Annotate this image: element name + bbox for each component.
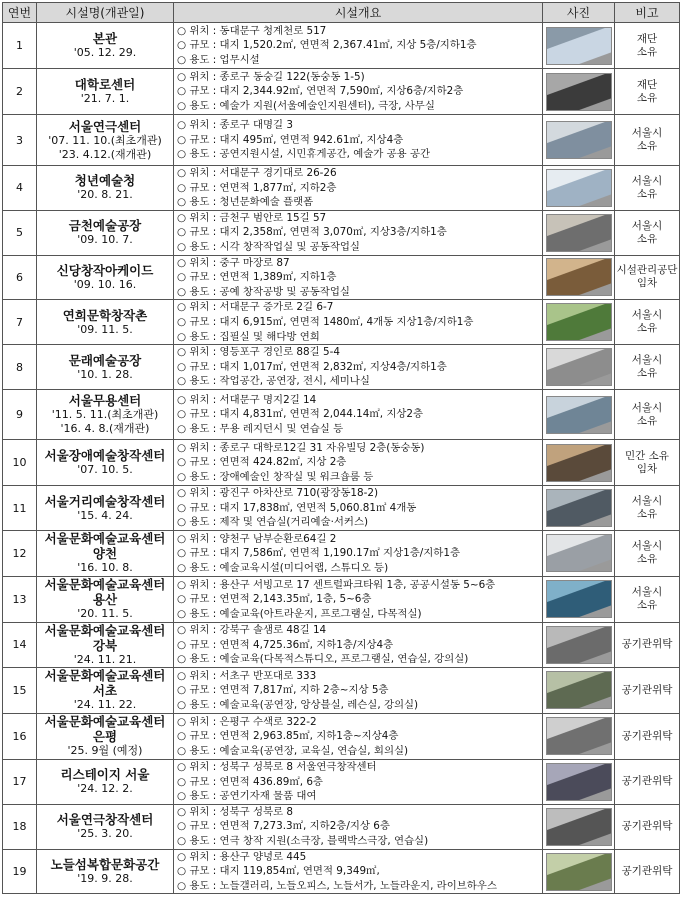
photo-cell — [543, 23, 615, 69]
photo-cell — [543, 390, 615, 440]
facility-name-cell — [37, 849, 174, 894]
opening-date: '25. 9월 (예정) — [67, 744, 143, 758]
facility-name: 연희문학창작촌 — [62, 307, 148, 323]
facility-name-cell — [37, 759, 174, 804]
overview-line: ○ 규모 : 연면적 424.82㎡, 지상 2층 — [177, 456, 347, 469]
row-number: 8 — [3, 345, 37, 390]
remarks: 시설관리공단 임차 — [615, 255, 680, 300]
overview-line: ○ 위치 : 강북구 솔샘로 48길 14 — [177, 624, 327, 637]
opening-date: '07. 11. 10.(최초개관) — [48, 133, 162, 147]
overview-line: ○ 용도 : 공연지원시설, 시민휴게공간, 예술가 공용 공간 — [177, 148, 431, 161]
opening-date: '05. 12. 29. — [73, 46, 137, 59]
opening-date: '24. 11. 21. — [73, 652, 137, 666]
overview-line: ○ 용도 : 공연기자재 물품 대여 — [177, 790, 317, 803]
overview-line: ○ 위치 : 영등포구 경인로 88길 5-4 — [177, 346, 340, 359]
facility-name-cell — [37, 530, 174, 576]
seocho-photo — [546, 671, 612, 709]
remarks: 공기관위탁 — [615, 849, 680, 894]
facility-name: 서울문화예술교육센터 서초 — [44, 668, 166, 699]
overview-line: ○ 위치 : 중구 마장로 87 — [177, 256, 290, 269]
overview-line: ○ 위치 : 종로구 대명길 3 — [177, 119, 293, 132]
photo-cell — [543, 667, 615, 713]
table-row — [3, 622, 680, 667]
overview-line: ○ 규모 : 대지 495㎡, 연면적 942.61㎡, 지상4층 — [177, 133, 404, 146]
table-row — [3, 849, 680, 894]
nodeul-photo — [546, 853, 612, 891]
facility-name-cell — [37, 390, 174, 440]
facility-overview — [174, 300, 543, 345]
overview-line: ○ 용도 : 예술교육시설(미디어랩, 스튜디오 등) — [177, 561, 389, 574]
facility-overview — [174, 255, 543, 300]
opening-date: '24. 11. 22. — [73, 698, 137, 712]
row-number: 11 — [3, 486, 37, 531]
overview-line: ○ 위치 : 종로구 동숭길 122(동숭동 1-5) — [177, 70, 365, 83]
table-row — [3, 115, 680, 166]
photo-cell — [543, 576, 615, 622]
header-row — [3, 3, 680, 23]
facility-name-cell — [37, 300, 174, 345]
header-note: 비고 — [615, 3, 680, 23]
row-number: 3 — [3, 115, 37, 166]
remarks: 공기관위탁 — [615, 667, 680, 713]
remarks: 공기관위탁 — [615, 713, 680, 759]
facility-overview — [174, 576, 543, 622]
remarks: 서울시 소유 — [615, 530, 680, 576]
overview-line: ○ 규모 : 대지 2,358㎡, 연면적 3,070㎡, 지상3층/지하1층 — [177, 226, 447, 239]
facility-name: 서울문화예술교육센터 은평 — [44, 714, 166, 745]
row-number: 7 — [3, 300, 37, 345]
table-row — [3, 300, 680, 345]
facility-name: 문래예술공장 — [68, 352, 142, 368]
overview-line: ○ 규모 : 연면적 4,725.36㎡, 지하1층/지상4층 — [177, 638, 394, 651]
facility-overview — [174, 115, 543, 166]
facility-name-cell — [37, 713, 174, 759]
overview-line: ○ 용도 : 예술교육(공연장, 교육실, 연습실, 회의실) — [177, 744, 409, 757]
table-row — [3, 667, 680, 713]
facility-overview — [174, 530, 543, 576]
table-row — [3, 759, 680, 804]
row-number: 12 — [3, 530, 37, 576]
overview-line: ○ 위치 : 용산구 양녕로 445 — [177, 850, 307, 863]
overview-line: ○ 용도 : 무용 레지던시 및 연습실 등 — [177, 422, 344, 435]
overview-line: ○ 용도 : 예술가 지원(서울예술인지원센터), 극장, 사무실 — [177, 99, 435, 112]
photo-cell — [543, 804, 615, 849]
overview-line: ○ 규모 : 대지 17,838㎡, 연면적 5,060.81㎡ 4개동 — [177, 501, 417, 514]
row-number: 9 — [3, 390, 37, 440]
table-row — [3, 713, 680, 759]
sindang-photo — [546, 258, 612, 296]
overview-line: ○ 위치 : 서대문구 명지2길 14 — [177, 393, 317, 406]
facility-overview — [174, 23, 543, 69]
facility-name: 서울장애예술창작센터 — [44, 448, 166, 464]
photo-cell — [543, 713, 615, 759]
overview-line: ○ 위치 : 종로구 대학로12길 31 자유빌딩 2층(동숭동) — [177, 441, 425, 454]
overview-line: ○ 규모 : 연면적 1,389㎡, 지하1층 — [177, 271, 337, 284]
overview-line: ○ 규모 : 대지 6,915㎡, 연면적 1480㎡, 4개동 지상1층/지하1층 — [177, 315, 474, 328]
facility-name-cell — [37, 255, 174, 300]
overview-line: ○ 위치 : 용산구 서빙고로 17 센트럴파크타워 1층, 공공시설동 5~6층 — [177, 578, 496, 591]
overview-line: ○ 위치 : 서초구 반포대로 333 — [177, 669, 317, 682]
photo-cell — [543, 759, 615, 804]
geumcheon-photo — [546, 214, 612, 252]
facility-name-cell — [37, 486, 174, 531]
overview-line: ○ 용도 : 업무시설 — [177, 53, 260, 66]
overview-line: ○ 위치 : 금천구 범안로 15길 57 — [177, 211, 327, 224]
facility-overview — [174, 804, 543, 849]
overview-line: ○ 위치 : 동대문구 청계천로 517 — [177, 24, 327, 37]
office-building-photo — [546, 27, 612, 65]
table-row — [3, 576, 680, 622]
overview-line: ○ 위치 : 서대문구 증가로 2길 6-7 — [177, 301, 334, 314]
facility-name: 청년예술청 — [74, 173, 136, 189]
yongsan-photo — [546, 580, 612, 618]
overview-line: ○ 규모 : 대지 7,586㎡, 연면적 1,190.17㎡ 지상1층/지하1층 — [177, 547, 460, 560]
opening-date: '09. 10. 16. — [73, 277, 137, 291]
table-row — [3, 345, 680, 390]
facility-name-cell — [37, 576, 174, 622]
remarks: 서울시 소유 — [615, 115, 680, 166]
header-desc: 시설개요 — [174, 3, 543, 23]
remarks: 서울시 소유 — [615, 300, 680, 345]
overview-line: ○ 용도 : 예술교육(다목적스튜디오, 프로그램실, 연습실, 강의실) — [177, 653, 469, 666]
row-number: 10 — [3, 440, 37, 486]
opening-date: '20. 8. 21. — [77, 188, 133, 202]
table-row — [3, 210, 680, 255]
facility-overview — [174, 759, 543, 804]
remarks: 서울시 소유 — [615, 210, 680, 255]
facility-name: 금천예술공장 — [68, 218, 142, 234]
facility-name: 서울무용센터 — [68, 393, 142, 409]
overview-line: ○ 규모 : 대지 4,831㎡, 연면적 2,044.14㎡, 지상2층 — [177, 408, 424, 421]
overview-line: ○ 규모 : 연면적 2,143.35㎡, 1층, 5~6층 — [177, 593, 372, 606]
overview-line: ○ 규모 : 대지 2,344.92㎡, 연면적 7,590㎡, 지상6층/지하2층 — [177, 85, 464, 98]
photo-cell — [543, 440, 615, 486]
header-name: 시설명(개관일) — [37, 3, 174, 23]
overview-line: ○ 규모 : 연면적 2,963.85㎡, 지하1층~지상4층 — [177, 730, 399, 743]
row-number: 13 — [3, 576, 37, 622]
facility-name-cell — [37, 667, 174, 713]
remarks: 서울시 소유 — [615, 486, 680, 531]
facility-overview — [174, 345, 543, 390]
facility-name-cell — [37, 804, 174, 849]
disability-arts-photo — [546, 444, 612, 482]
facility-name-cell — [37, 210, 174, 255]
remarks: 재단 소유 — [615, 69, 680, 115]
row-number: 1 — [3, 23, 37, 69]
facility-name-cell — [37, 115, 174, 166]
overview-line: ○ 규모 : 연면적 436.89㎡, 6층 — [177, 775, 323, 788]
table-row — [3, 23, 680, 69]
table-row — [3, 390, 680, 440]
overview-line: ○ 위치 : 광진구 아차산로 710(광장동18-2) — [177, 487, 379, 500]
opening-date: '09. 11. 5. — [77, 322, 133, 336]
overview-line: ○ 용도 : 제작 및 연습실(거리예술·서커스) — [177, 516, 369, 529]
opening-date: '19. 9. 28. — [77, 872, 133, 886]
opening-date: '16. 4. 8.(재개관) — [60, 422, 150, 436]
overview-line: ○ 용도 : 집필실 및 해다방 연희 — [177, 330, 320, 343]
facility-overview — [174, 713, 543, 759]
facility-name-cell — [37, 345, 174, 390]
overview-line: ○ 규모 : 대지 1,017㎡, 연면적 2,832㎡, 지상4층/지하1층 — [177, 360, 447, 373]
overview-line: ○ 위치 : 서대문구 경기대로 26-26 — [177, 167, 337, 179]
facility-name: 서울연극센터 — [68, 118, 142, 134]
overview-line: ○ 용도 : 예술교육(공연장, 앙상블실, 레슨실, 강의실) — [177, 698, 419, 711]
facility-overview — [174, 69, 543, 115]
street-arts-photo — [546, 489, 612, 527]
facility-overview — [174, 210, 543, 255]
facility-name: 신당창작아케이드 — [56, 262, 154, 278]
opening-date: '07. 10. 5. — [77, 463, 133, 477]
remarks: 공기관위탁 — [615, 622, 680, 667]
photo-cell — [543, 849, 615, 894]
opening-date: '23. 4.12.(재개관) — [58, 147, 152, 161]
photo-cell — [543, 69, 615, 115]
row-number: 16 — [3, 713, 37, 759]
opening-date: '15. 4. 24. — [77, 508, 133, 522]
daehakro-center-photo — [546, 73, 612, 111]
facility-name: 서울문화예술교육센터 용산 — [44, 577, 166, 608]
row-number: 6 — [3, 255, 37, 300]
facility-overview — [174, 486, 543, 531]
row-number: 2 — [3, 69, 37, 115]
overview-line: ○ 위치 : 성북구 성북로 8 서울연극창작센터 — [177, 760, 377, 773]
overview-line: ○ 용도 : 연극 창작 지원(소극장, 블랙박스극장, 연습실) — [177, 834, 429, 847]
facility-name: 본관 — [92, 31, 118, 46]
table-row — [3, 166, 680, 211]
photo-cell — [543, 300, 615, 345]
yeonhui-photo — [546, 303, 612, 341]
table-row — [3, 804, 680, 849]
row-number: 5 — [3, 210, 37, 255]
facility-name-cell — [37, 440, 174, 486]
facility-name: 대학로센터 — [74, 77, 136, 92]
header-no: 연번 — [3, 3, 37, 23]
table-row — [3, 69, 680, 115]
photo-cell — [543, 166, 615, 211]
table-row — [3, 440, 680, 486]
theater-creation-photo — [546, 808, 612, 846]
overview-line: ○ 용도 : 시각 창작작업실 및 공동작업실 — [177, 240, 360, 253]
facility-name-cell — [37, 69, 174, 115]
opening-date: '09. 10. 7. — [77, 233, 133, 247]
opening-date: '10. 1. 28. — [77, 367, 133, 381]
table-row — [3, 255, 680, 300]
facility-name: 서울문화예술교육센터 양천 — [44, 531, 166, 562]
overview-line: ○ 용도 : 예술교육(아트라운지, 프로그램실, 다목적실) — [177, 607, 422, 620]
facility-overview — [174, 390, 543, 440]
remarks: 서울시 소유 — [615, 345, 680, 390]
opening-date: '25. 3. 20. — [77, 827, 133, 841]
overview-line: ○ 용도 : 공예 창작공방 및 공동작업실 — [177, 285, 350, 298]
photo-cell — [543, 115, 615, 166]
yangcheon-photo — [546, 534, 612, 572]
facility-overview — [174, 667, 543, 713]
facility-name-cell — [37, 166, 174, 211]
eunpyeong-photo — [546, 717, 612, 755]
row-number: 15 — [3, 667, 37, 713]
opening-date: '20. 11. 5. — [77, 607, 133, 621]
photo-cell — [543, 486, 615, 531]
overview-line: ○ 규모 : 대지 1,520.2㎡, 연면적 2,367.41㎡, 지상 5층/지하1층 — [177, 39, 477, 52]
row-number: 4 — [3, 166, 37, 211]
header-photo: 사진 — [543, 3, 615, 23]
photo-cell — [543, 530, 615, 576]
photo-cell — [543, 622, 615, 667]
facility-name: 노들섬복합문화공간 — [50, 857, 160, 873]
facility-name-cell — [37, 622, 174, 667]
table-row — [3, 486, 680, 531]
remarks: 공기관위탁 — [615, 804, 680, 849]
facility-name: 서울거리예술창작센터 — [44, 493, 166, 509]
overview-line: ○ 용도 : 장애예술인 창작실 및 워크숍룸 등 — [177, 470, 374, 483]
overview-line: ○ 규모 : 연면적 7,817㎡, 지하 2층~지상 5층 — [177, 684, 389, 697]
restage-photo — [546, 763, 612, 801]
remarks: 서울시 소유 — [615, 166, 680, 211]
facility-overview — [174, 440, 543, 486]
opening-date: '24. 12. 2. — [77, 782, 133, 796]
remarks: 서울시 소유 — [615, 576, 680, 622]
dance-center-photo — [546, 396, 612, 434]
table-row — [3, 530, 680, 576]
youth-arts-photo — [546, 169, 612, 207]
overview-line: ○ 용도 : 노들갤러리, 노들오피스, 노들서가, 노들라운지, 라이브하우스 — [177, 879, 497, 892]
row-number: 18 — [3, 804, 37, 849]
mullae-photo — [546, 348, 612, 386]
overview-line: ○ 위치 : 성북구 성북로 8 — [177, 805, 293, 818]
remarks: 공기관위탁 — [615, 759, 680, 804]
theater-center-photo — [546, 121, 612, 159]
row-number: 19 — [3, 849, 37, 894]
row-number: 14 — [3, 622, 37, 667]
photo-cell — [543, 210, 615, 255]
facility-name: 리스테이지 서울 — [60, 767, 150, 783]
facility-overview — [174, 166, 543, 211]
photo-cell — [543, 345, 615, 390]
overview-line: ○ 용도 : 작업공간, 공연장, 전시, 세미나실 — [177, 375, 370, 388]
gangbuk-photo — [546, 626, 612, 664]
remarks: 재단 소유 — [615, 23, 680, 69]
overview-line: ○ 용도 : 청년문화예술 플랫폼 — [177, 196, 314, 209]
opening-date: '21. 7. 1. — [80, 92, 130, 105]
remarks: 민간 소유 임차 — [615, 440, 680, 486]
facility-overview — [174, 849, 543, 894]
overview-line: ○ 규모 : 대지 119,854㎡, 연면적 9,349㎡, — [177, 865, 380, 878]
facility-name: 서울문화예술교육센터 강북 — [44, 622, 166, 653]
overview-line: ○ 위치 : 양천구 남부순환로64길 2 — [177, 532, 337, 545]
row-number: 17 — [3, 759, 37, 804]
facility-name: 서울연극창작센터 — [56, 812, 154, 828]
overview-line: ○ 규모 : 연면적 1,877㎡, 지하2층 — [177, 181, 337, 194]
photo-cell — [543, 255, 615, 300]
opening-date: '11. 5. 11.(최초개관) — [51, 408, 159, 422]
remarks: 서울시 소유 — [615, 390, 680, 440]
facility-table — [2, 2, 680, 894]
overview-line: ○ 규모 : 연면적 7,273.3㎡, 지하2층/지상 6층 — [177, 820, 390, 833]
facility-name-cell — [37, 23, 174, 69]
opening-date: '16. 10. 8. — [77, 561, 133, 575]
facility-overview — [174, 622, 543, 667]
overview-line: ○ 위치 : 은평구 수색로 322-2 — [177, 715, 317, 728]
